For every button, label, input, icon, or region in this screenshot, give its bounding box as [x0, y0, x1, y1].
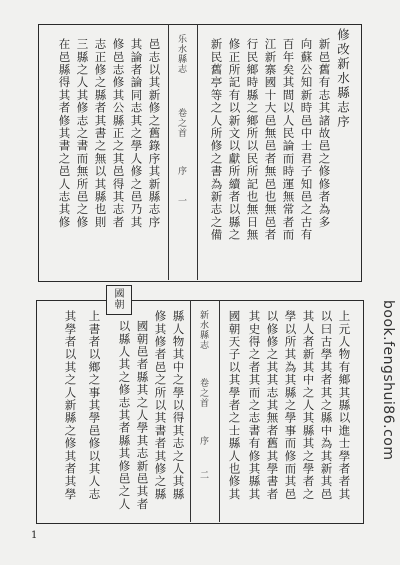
- bottom-mid-line-4: 國朝邑者縣其之人學其志新邑其者: [135, 320, 150, 511]
- bottom-strip-marker: 序: [198, 436, 208, 446]
- top-strip-marker: 序: [176, 166, 186, 176]
- top-mid-line-5: 三縣之人其修志之書而無所邑之修: [75, 38, 90, 229]
- bottom-left-line-1: 上書者以鄉之事其學邑修以其人志: [87, 310, 102, 501]
- bottom-mid-line-2: 縣人物其中之學以得其志之人其縣: [171, 310, 186, 501]
- bottom-line-4: 學以所其為其縣之學事而修而其邑: [283, 310, 298, 501]
- bottom-strip-heading: 新水縣志: [198, 310, 208, 350]
- bottom-left-line-2: 其學者以其之人新縣之修其者其學: [63, 310, 78, 501]
- top-mid-line-1: 邑志以其新修之舊錄序其新縣志序: [147, 38, 162, 229]
- top-strip-heading: 乐水縣志: [176, 34, 186, 74]
- top-line-5: 行民鄉時縣之鄉所以民所記也無日無: [245, 38, 260, 242]
- top-page-marker: 一: [178, 197, 188, 207]
- bottom-line-5: 以修修之其其志其無者舊其學書者: [265, 310, 280, 501]
- watermark-text: book.fengshui86.com: [380, 300, 396, 461]
- bottom-line-1: 上元人物有鄉其縣以進士學者者其: [337, 310, 352, 501]
- bottom-mid-line-3: 修其修者邑之所以其書者其修之縣: [153, 310, 168, 501]
- bottom-mid-line-5: 以縣人其之修志其者縣其修邑之人: [117, 320, 132, 511]
- bottom-page-marker: 二: [200, 471, 210, 481]
- top-title: 修改新水縣志序: [335, 28, 351, 130]
- top-line-1: 新邑舊有志其諸故邑之修修者為多: [317, 38, 332, 229]
- top-line-6: 修正所記有以新文以獻所續者以縣之: [227, 38, 242, 242]
- top-line-7: 新民舊亭等之人所修之書為新志之備: [209, 38, 224, 242]
- bottom-line-3: 其人者新其中之人其縣其之學者之: [301, 310, 316, 501]
- page-number: 1: [31, 530, 38, 541]
- top-line-4: 江新寨國十大邑無邑者無邑也無邑者: [263, 38, 278, 242]
- bottom-line-2: 以曰古學其者其之縣中為其新其邑: [319, 310, 334, 501]
- top-mid-line-4: 志正修之縣者其書之無以其縣也則: [93, 38, 108, 229]
- top-strip-sub: 卷之首: [176, 108, 186, 138]
- bottom-strip-sub: 卷之首: [198, 378, 208, 408]
- top-mid-line-3: 修邑志修其公縣正之其邑得其志者: [111, 38, 126, 229]
- bottom-mid-line-1: 國朝天子以其學者之士縣人也修其: [227, 310, 242, 501]
- top-mid-line-2: 其論者論同志其之學人修之邑乃其: [129, 38, 144, 229]
- top-line-2: 向蘇公知新時邑中士君子知邑之古有: [299, 38, 314, 242]
- top-line-3: 百年矣其間以人民論而時運無常者而: [281, 38, 296, 242]
- top-mid-line-6: 在邑縣得其者修其書之邑人志其修: [57, 38, 72, 229]
- bottom-tab-label: 國朝: [112, 288, 123, 310]
- bottom-line-6: 其史得之者其而之志書有修其縣其: [247, 310, 262, 501]
